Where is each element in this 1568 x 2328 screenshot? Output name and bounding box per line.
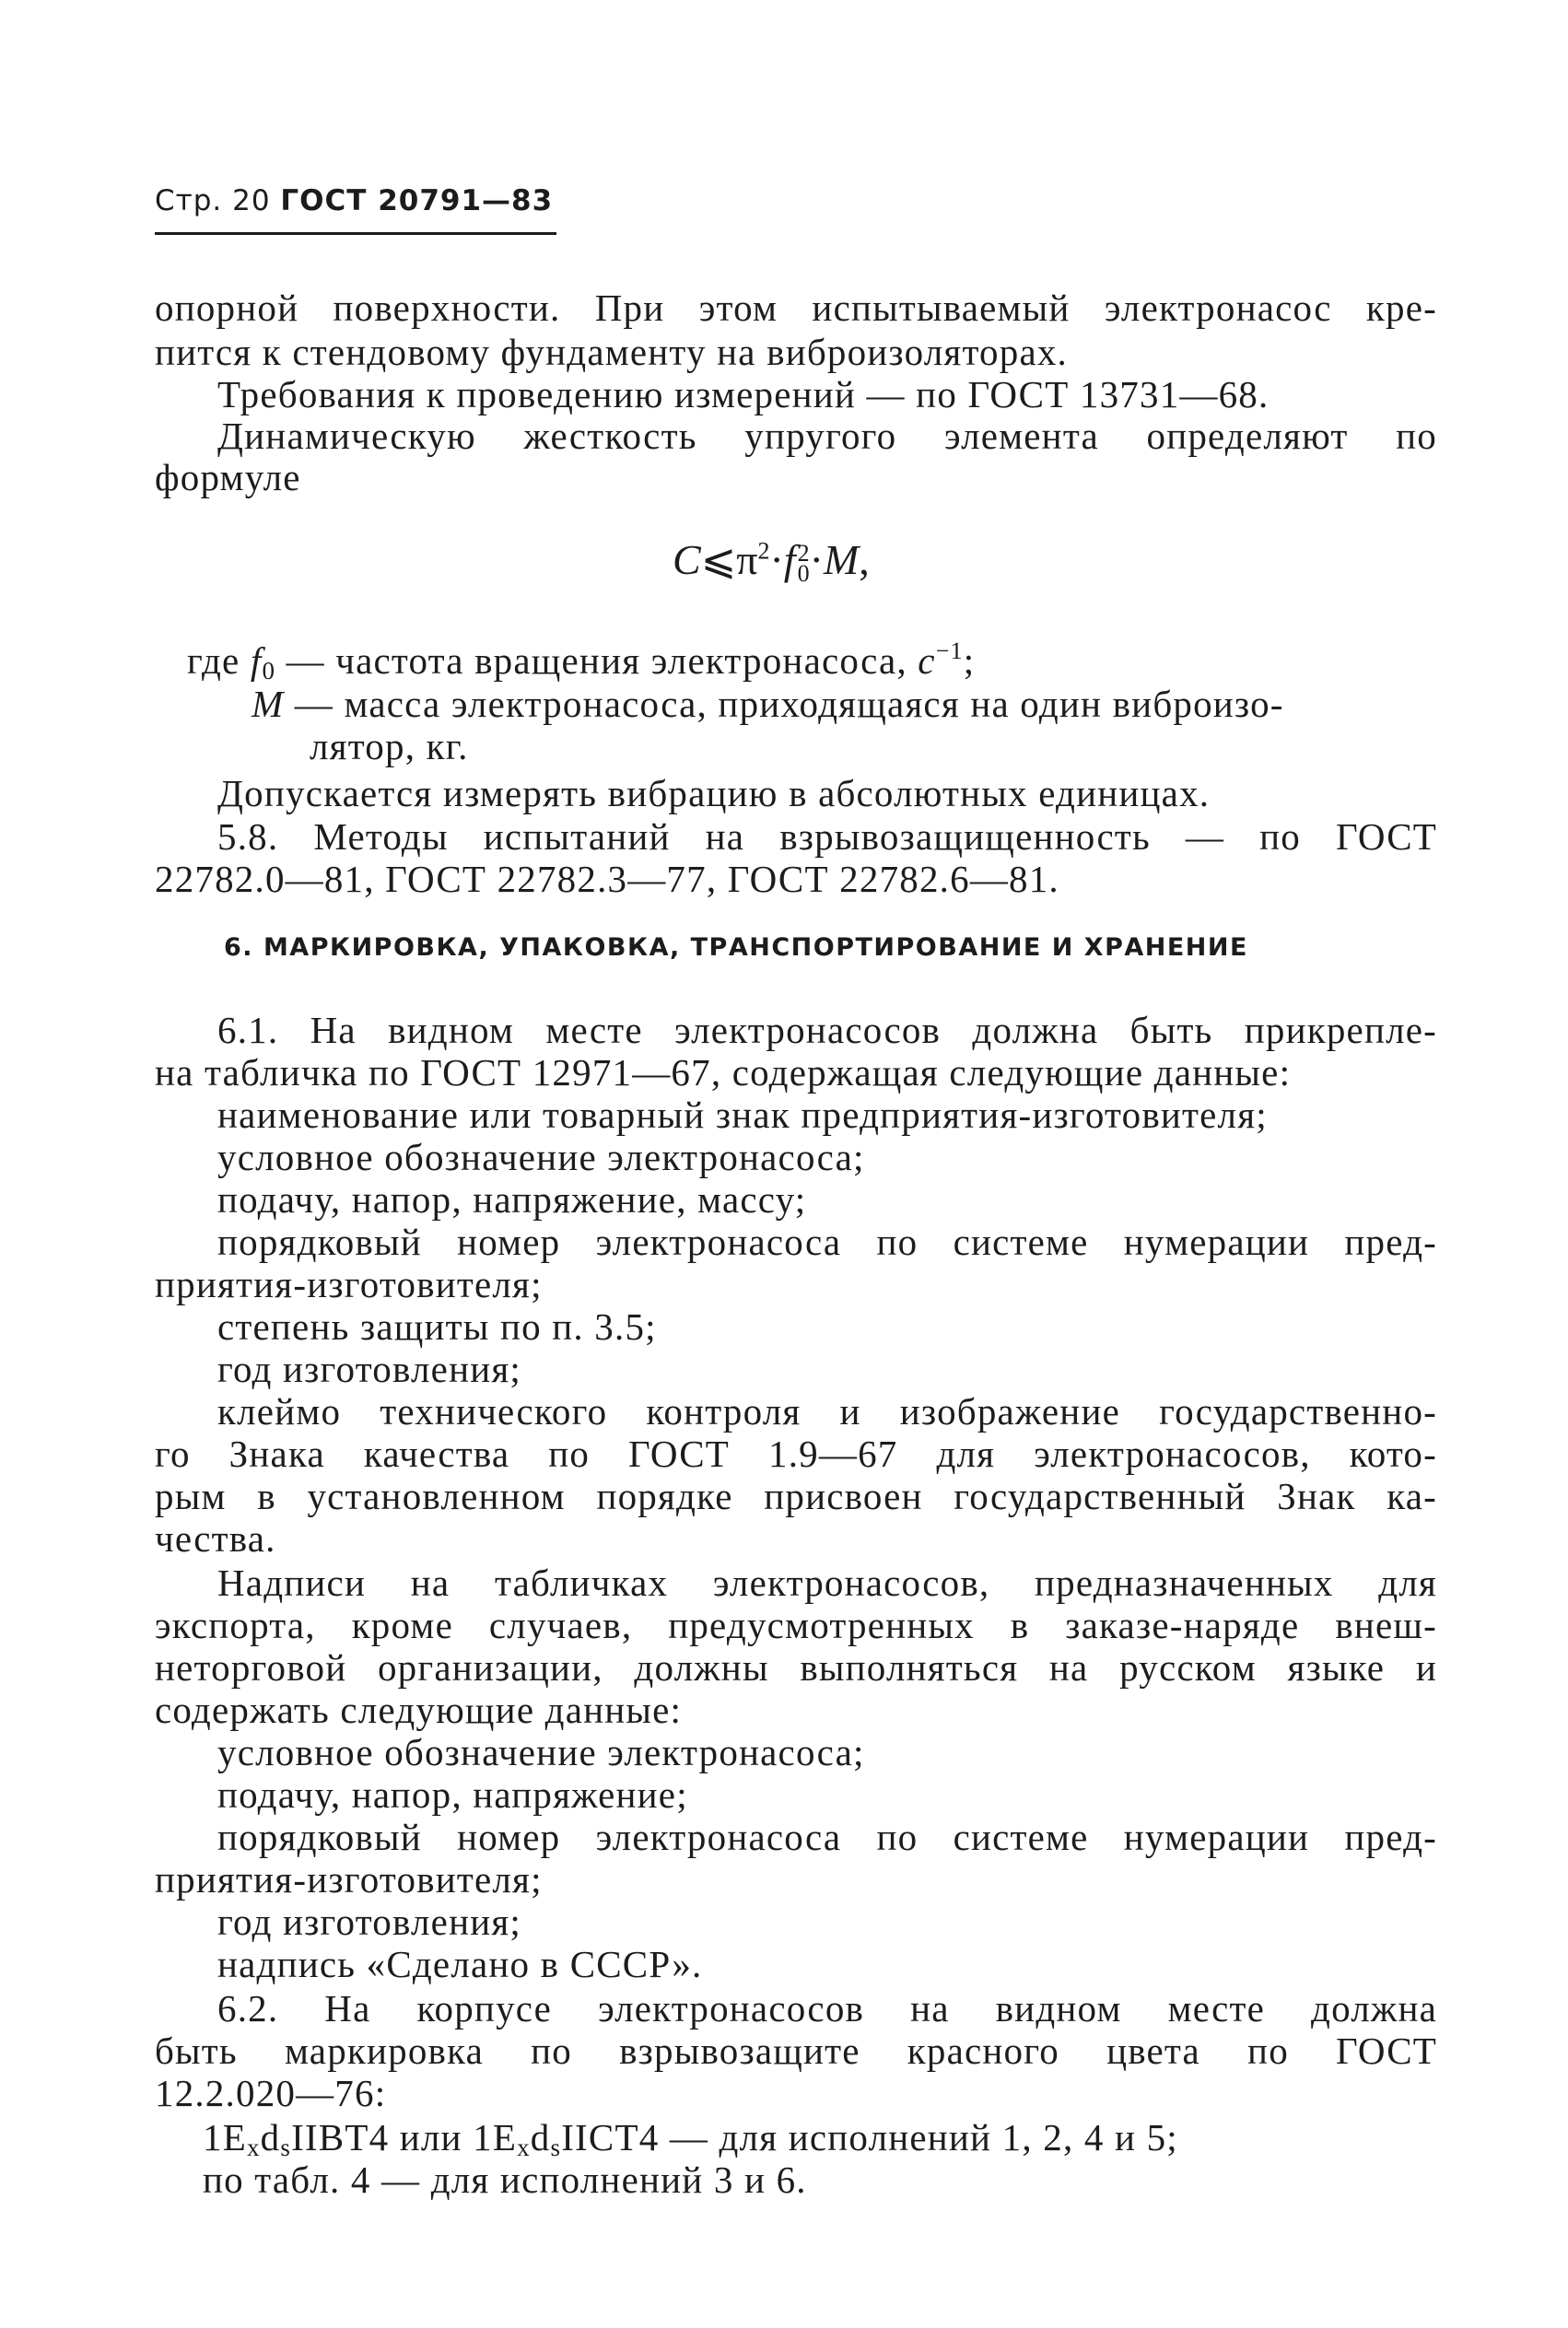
- text-line: неторговой организации, должны выполняться на русском языке и: [155, 1646, 1437, 1689]
- where-line: где $f_0$ — частота вращения электронасоса, $с^{-1}$;: [187, 638, 976, 684]
- text-line: клеймо технического контроля и изображение государственно-: [217, 1390, 1437, 1433]
- text-line: 5.8. Методы испытаний на взрывозащищенность — по ГОСТ: [217, 815, 1437, 858]
- formula-exponent: 2: [757, 537, 770, 565]
- page-header: [155, 184, 553, 217]
- text-line: по табл. 4 — для исполнений 3 и 6.: [203, 2158, 807, 2201]
- formula-subscript: 0: [797, 560, 810, 588]
- text-line: год изготовления;: [217, 1348, 522, 1390]
- text-line: подачу, напор, напряжение, массу;: [217, 1178, 807, 1221]
- text-line: порядковый номер электронасоса по системе нумерации пред-: [217, 1816, 1437, 1858]
- text-line: на табличка по ГОСТ 12971—67, содержащая следующие данные:: [155, 1051, 1292, 1094]
- formula-relation: ⩽: [700, 536, 737, 583]
- text-line: Требования к проведению измерений — по ГОСТ 13731—68.: [217, 373, 1270, 415]
- text-line: порядковый номер электронасоса по системе нумерации пред-: [217, 1221, 1437, 1263]
- text-line: быть маркировка по взрывозащите красного цвета по ГОСТ: [155, 2030, 1437, 2072]
- header-rule: [155, 232, 556, 235]
- text-line: экспорта, кроме случаев, предусмотренных в заказе-наряде внеш-: [155, 1604, 1437, 1646]
- text-line: Динамическую жесткость упругого элемента определяют по: [217, 415, 1437, 457]
- text-line: наименование или товарный знак предприятия-изготовителя;: [217, 1094, 1268, 1136]
- page-number: Стр. 20: [155, 184, 271, 217]
- text-line: формуле: [155, 456, 301, 498]
- text-line: год изготовления;: [217, 1901, 522, 1943]
- text-line: пится к стендовому фундаменту на виброизоляторах.: [155, 331, 1068, 373]
- formula-operator: ·: [769, 536, 784, 583]
- formula-exponent: 2: [797, 540, 810, 567]
- formula-symbol: f: [783, 536, 796, 583]
- text-line: условное обозначение электронасоса;: [217, 1731, 865, 1773]
- text-line: подачу, напор, напряжение;: [217, 1773, 688, 1816]
- text-line: рым в установленном порядке присвоен государственный Знак ка-: [155, 1475, 1437, 1517]
- text-line: 6.2. На корпусе электронасосов на видном месте должна: [217, 1987, 1437, 2030]
- text-line: надпись «Сделано в СССР».: [217, 1943, 703, 1985]
- text-line: 6.1. На видном месте электронасосов должна быть прикрепле-: [217, 1009, 1437, 1051]
- where-line: М — масса электронасоса, приходящаяся на один виброизо-: [252, 683, 1284, 725]
- formula: [673, 534, 870, 588]
- text-line: опорной поверхности. При этом испытываемый электронасос кре-: [155, 287, 1437, 329]
- text-line: чества.: [155, 1517, 276, 1560]
- text-line: условное обозначение электронасоса;: [217, 1136, 865, 1178]
- formula-symbol: M: [823, 536, 860, 583]
- text-line: содержать следующие данные:: [155, 1689, 683, 1731]
- formula-symbol: π: [736, 536, 758, 583]
- formula-operator: ·: [809, 536, 824, 583]
- text-line: Надписи на табличках электронасосов, предназначенных для: [217, 1562, 1437, 1604]
- text-line: приятия-изготовителя;: [155, 1263, 543, 1305]
- formula-symbol: C: [673, 536, 701, 583]
- text-line: 22782.0—81, ГОСТ 22782.3—77, ГОСТ 22782.6—81.: [155, 858, 1059, 900]
- marking-line: $1E_xd_sIIBT4$ или $1E_xd_sIICT4$ — для исполнений 1, 2, 4 и 5;: [203, 2116, 1178, 2161]
- text-line: степень защиты по п. 3.5;: [217, 1305, 657, 1348]
- standard-number: ГОСТ 20791—83: [280, 184, 554, 217]
- text-line: го Знака качества по ГОСТ 1.9—67 для электронасосов, кото-: [155, 1433, 1437, 1475]
- text-line: приятия-изготовителя;: [155, 1858, 543, 1901]
- text-line: 12.2.020—76:: [155, 2072, 387, 2114]
- section-title: 6. МАРКИРОВКА, УПАКОВКА, ТРАНСПОРТИРОВАНИЕ И ХРАНЕНИЕ: [224, 933, 1248, 962]
- formula-operator: ,: [859, 536, 870, 583]
- text-line: лятор, кг.: [310, 725, 469, 767]
- text-line: Допускается измерять вибрацию в абсолютных единицах.: [217, 772, 1211, 814]
